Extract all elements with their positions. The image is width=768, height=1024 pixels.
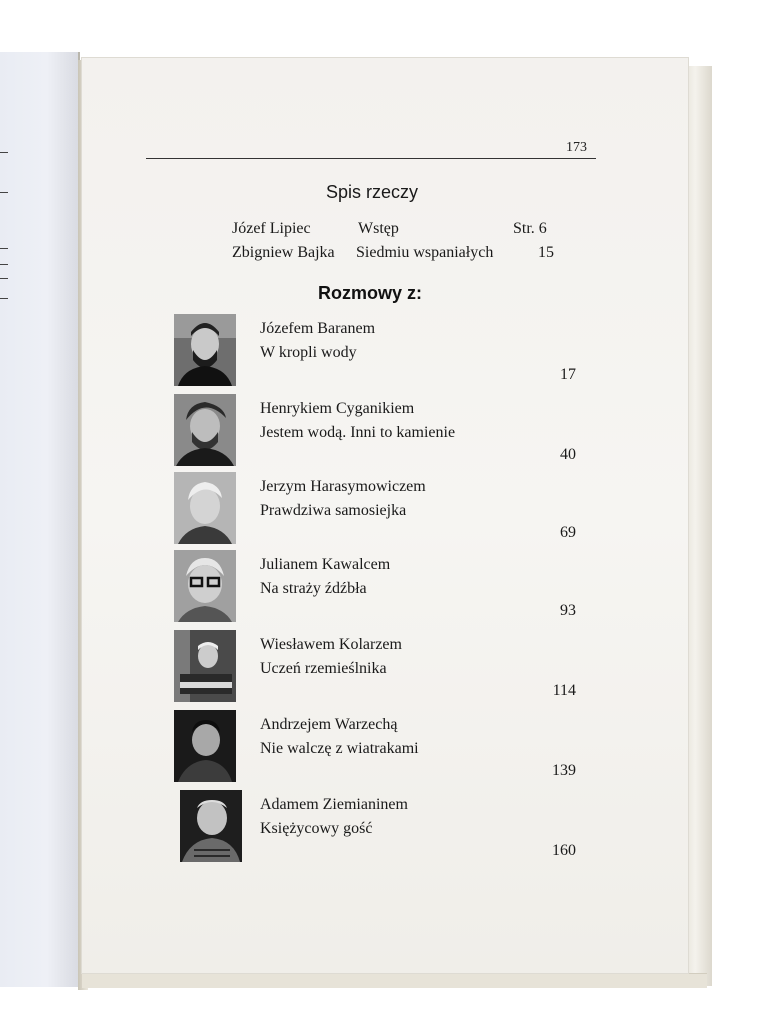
author-photo bbox=[174, 630, 236, 702]
toc-title: Spis rzeczy bbox=[326, 182, 419, 202]
author-photo bbox=[180, 790, 242, 862]
author-photo bbox=[174, 394, 236, 466]
toc-entry bbox=[174, 790, 594, 864]
interviewee-name: Julianem Kawalcem bbox=[260, 556, 391, 573]
intro-title: Wstęp bbox=[358, 220, 399, 237]
intro-page: 15 bbox=[538, 244, 554, 261]
interviewee-name: Józefem Baranem bbox=[260, 320, 376, 337]
author-photo bbox=[174, 472, 236, 544]
intro-page: Str. 6 bbox=[513, 220, 547, 237]
interview-title: Uczeń rzemieślnika bbox=[260, 660, 387, 677]
header-rule bbox=[146, 158, 596, 159]
entry-page-number: 160 bbox=[552, 842, 576, 859]
interviewee-name: Jerzym Harasymowiczem bbox=[260, 478, 426, 495]
author-photo bbox=[174, 710, 236, 782]
section-heading: Rozmowy z: bbox=[318, 283, 423, 303]
toc-entry bbox=[174, 472, 594, 546]
page-bottom-edge bbox=[82, 973, 707, 988]
interview-title: Jestem wodą. Inni to kamienie bbox=[260, 424, 456, 441]
entry-page-number: 40 bbox=[560, 446, 576, 463]
interview-title: Prawdziwa samosiejka bbox=[260, 502, 407, 519]
intro-author: Józef Lipiec bbox=[232, 220, 311, 237]
toc-entry bbox=[174, 550, 594, 624]
toc-entry bbox=[174, 710, 594, 784]
interview-title: Księżycowy gość bbox=[260, 820, 373, 837]
entry-page-number: 69 bbox=[560, 524, 576, 541]
left-page bbox=[0, 52, 80, 987]
entry-page-number: 139 bbox=[552, 762, 576, 779]
page-number: 173 bbox=[566, 140, 587, 155]
toc-entry bbox=[174, 630, 594, 704]
entry-page-number: 17 bbox=[560, 366, 576, 383]
interview-title: W kropli wody bbox=[260, 344, 357, 361]
entry-page-number: 93 bbox=[560, 602, 576, 619]
interviewee-name: Henrykiem Cyganikiem bbox=[260, 400, 415, 417]
interview-title: Nie walczę z wiatrakami bbox=[260, 740, 419, 757]
author-photo bbox=[174, 550, 236, 622]
interviewee-name: Wiesławem Kolarzem bbox=[260, 636, 402, 653]
toc-entry bbox=[174, 394, 594, 468]
interviewee-name: Adamem Ziemianinem bbox=[260, 796, 408, 813]
interview-title: Na straży źdźbła bbox=[260, 580, 367, 597]
toc-entry bbox=[174, 314, 594, 388]
cover-edge bbox=[684, 66, 712, 986]
intro-author: Zbigniew Bajka bbox=[232, 244, 335, 261]
interviewee-name: Andrzejem Warzechą bbox=[260, 716, 398, 733]
intro-title: Siedmiu wspaniałych bbox=[356, 244, 494, 261]
author-photo bbox=[174, 314, 236, 386]
entry-page-number: 114 bbox=[552, 682, 576, 699]
